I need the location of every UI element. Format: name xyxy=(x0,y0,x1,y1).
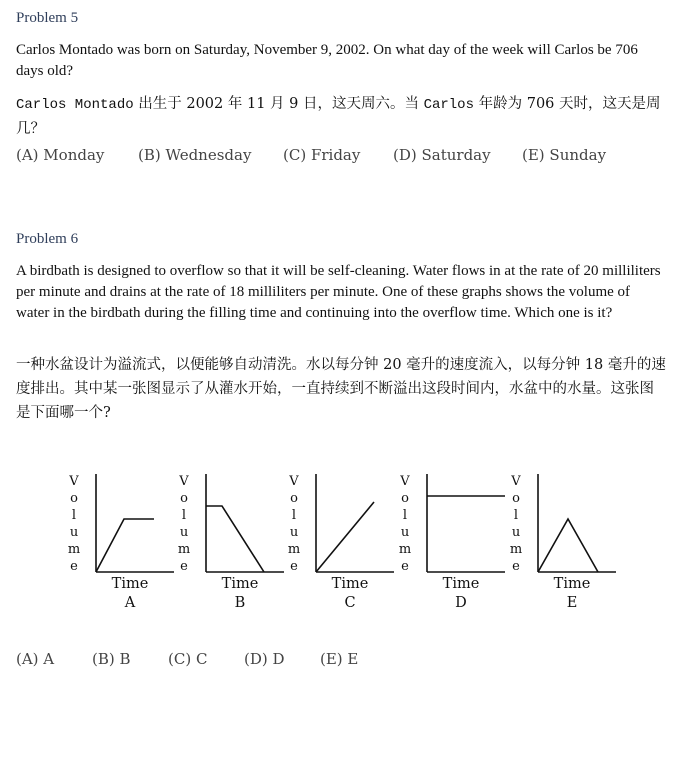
problem-6-choice-e[interactable]: (E) E xyxy=(320,650,359,668)
y-axis-letter: m xyxy=(509,542,523,557)
y-axis-letter: m xyxy=(177,542,191,557)
problem-6-choice-c[interactable]: (C) C xyxy=(168,650,208,668)
problem-5-zh-text-2: 年龄为 706 天时，这天是周几？ xyxy=(16,96,661,137)
problem-6-heading: Problem 6 xyxy=(16,231,79,247)
y-axis-letter: e xyxy=(70,559,78,574)
problem-6-choice-d[interactable]: (D) D xyxy=(244,650,285,668)
y-axis-letter: e xyxy=(290,559,298,574)
y-axis-letter: e xyxy=(512,559,520,574)
y-axis-letter: u xyxy=(400,525,410,540)
x-axis-label: Time xyxy=(442,576,480,592)
y-axis-letter: V xyxy=(179,474,189,489)
graph-b xyxy=(178,474,284,611)
graph-label: E xyxy=(566,595,578,611)
y-axis-letter: o xyxy=(70,491,78,506)
problem-5-choice-e[interactable]: (E) Sunday xyxy=(522,146,607,164)
x-axis-label: Time xyxy=(221,576,259,592)
x-axis-label: Time xyxy=(553,576,591,592)
problem-6-choices xyxy=(16,650,416,672)
graph-c xyxy=(288,474,394,611)
y-axis-letter: l xyxy=(181,508,187,523)
y-axis-letter: u xyxy=(69,525,79,540)
problem-5-heading: Problem 5 xyxy=(16,10,79,26)
problem-5-question-en: Carlos Montado was born on Saturday, November 9, 2002. On what day of the week will Carlos be 706 days old? xyxy=(16,42,638,79)
volume-curve xyxy=(538,519,598,572)
y-axis-letter: l xyxy=(402,508,408,523)
problem-5-choice-b[interactable]: (B) Wednesday xyxy=(138,146,252,164)
x-axis-label: Time xyxy=(331,576,369,592)
graph-label: D xyxy=(455,595,467,611)
problem-6-question-en: A birdbath is designed to overflow so that it will be self-cleaning. Water flows in at the rate of 20 milliliters per minute and drains at the rate of 18 milliliters per minute. One of these graphs shows the volume of water in the birdbath during the filling time and continuing into the overflow time. Which one is it? xyxy=(16,263,661,321)
y-axis-letter: o xyxy=(401,491,409,506)
y-axis-letter: m xyxy=(67,542,81,557)
y-axis-letter: V xyxy=(289,474,299,489)
volume-time-graphs xyxy=(0,460,682,620)
graph-a xyxy=(68,474,174,611)
y-axis-letter: o xyxy=(290,491,298,506)
problem-5-choice-c[interactable]: (C) Friday xyxy=(283,146,361,164)
problem-5-name-mono-2: Carlos xyxy=(423,97,474,113)
problem-6-question-zh: 一种水盆设计为溢流式，以便能够自动清洗。水以每分钟 20 毫升的速度流入，以每分钟 18 毫升的速度排出。其中某一张图显示了从灌水开始，一直持续到不断溢出这段时间内，水盆中的水量。这张图是下面哪一个? xyxy=(16,357,666,421)
y-axis-letter: l xyxy=(71,508,77,523)
graph-label: B xyxy=(234,595,246,611)
problem-5-choice-a[interactable]: (A) Monday xyxy=(16,146,105,164)
y-axis-letter: u xyxy=(511,525,521,540)
y-axis-letter: V xyxy=(69,474,79,489)
problem-5-name-mono: Carlos Montado xyxy=(16,97,134,113)
problem-5-choice-d[interactable]: (D) Saturday xyxy=(393,146,491,164)
y-axis-letter: l xyxy=(291,508,297,523)
problem-5-choices xyxy=(16,146,666,168)
graph-d xyxy=(399,474,505,611)
y-axis-letter: e xyxy=(180,559,188,574)
y-axis-letter: l xyxy=(513,508,519,523)
y-axis-letter: o xyxy=(180,491,188,506)
y-axis-letter: m xyxy=(398,542,412,557)
y-axis-letter: V xyxy=(511,474,521,489)
y-axis-letter: o xyxy=(512,491,520,506)
problem-5-question-zh xyxy=(16,92,666,141)
graph-e xyxy=(510,474,616,611)
y-axis-letter: V xyxy=(400,474,410,489)
volume-curve xyxy=(316,502,374,572)
problem-6-choice-b[interactable]: (B) B xyxy=(92,650,131,668)
graph-label: C xyxy=(344,595,356,611)
y-axis-letter: u xyxy=(179,525,189,540)
problem-5-zh-text-1: 出生于 2002 年 11 月 9 日，这天周六。当 xyxy=(133,96,424,112)
x-axis-label: Time xyxy=(111,576,149,592)
volume-curve xyxy=(206,506,264,572)
volume-curve xyxy=(96,519,154,572)
graph-label: A xyxy=(124,595,136,611)
y-axis-letter: e xyxy=(401,559,409,574)
problem-6-choice-a[interactable]: (A) A xyxy=(16,650,55,668)
y-axis-letter: u xyxy=(289,525,299,540)
y-axis-letter: m xyxy=(287,542,301,557)
